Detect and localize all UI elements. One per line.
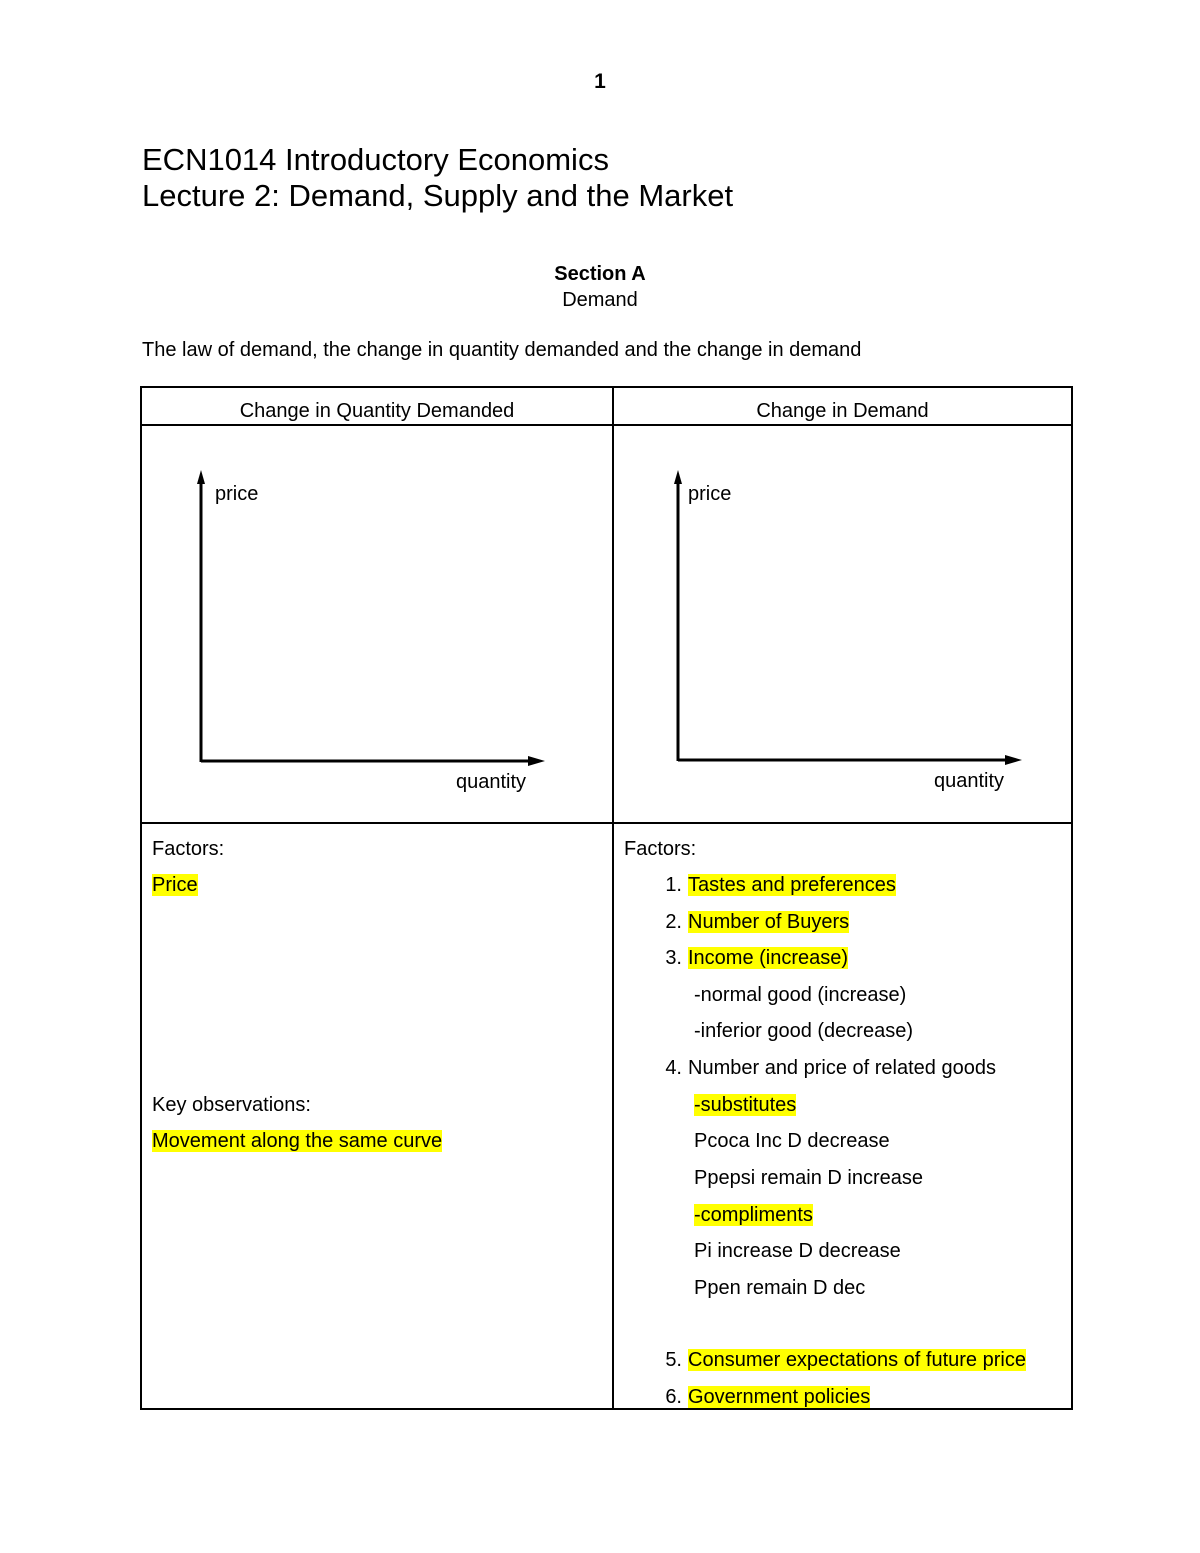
list-number: 4. [665,1057,682,1079]
section-subheading: Demand [562,289,638,311]
list-item: Pi increase D decrease [694,1240,901,1262]
column-header-quantity-demanded: Change in Quantity Demanded [239,400,515,422]
table-border-top [140,386,1073,388]
intro-paragraph: The law of demand, the change in quantity demanded and the change in demand [142,339,862,361]
left-factor-price [152,873,198,897]
graph-demand [667,466,1032,776]
list-item: Ppen remain D dec [694,1277,866,1299]
list-number: 3. [665,947,682,969]
highlight: Number of Buyers [688,911,850,933]
x-axis-label-quantity: quantity [934,770,1005,792]
list-item: Ppepsi remain D increase [694,1167,923,1189]
column-header-demand: Change in Demand [756,400,929,422]
highlight: -compliments [694,1204,813,1226]
table-border-right [1071,386,1073,1410]
y-axis-label-price: price [688,483,732,505]
table-header-divider [140,424,1073,426]
list-text: Number and price of related goods [688,1057,996,1079]
table-border-left [140,386,142,1410]
left-factors-label: Factors: [152,838,225,860]
table-border-bottom [140,1408,1073,1410]
highlight: Movement along the same curve [152,1130,443,1152]
list-number: 1. [665,874,682,896]
list-item: -inferior good (decrease) [694,1020,913,1042]
title-line-lecture: Lecture 2: Demand, Supply and the Market [142,178,734,213]
y-axis-label-price: price [215,483,259,505]
list-number: 5. [665,1349,682,1371]
key-observation-value [152,1129,442,1153]
page-number: 1 [594,70,606,93]
list-item [654,873,896,897]
table-column-divider [612,386,614,1410]
graph-quantity-demanded [190,466,555,776]
highlight: Consumer expectations of future price [688,1349,1026,1371]
section-heading: Section A [554,263,646,285]
list-item [654,1056,996,1080]
right-factors-label: Factors: [624,838,697,860]
title-line-course: ECN1014 Introductory Economics [142,142,609,177]
list-number: 6. [665,1386,682,1408]
highlight: Price [152,874,198,896]
highlight: Income (increase) [688,947,849,969]
list-item [654,946,848,970]
key-observations-label: Key observations: [152,1094,311,1116]
list-item [694,1093,796,1117]
page-title [142,142,733,214]
highlight: Tastes and preferences [688,874,896,896]
list-number: 2. [665,911,682,933]
x-axis-label-quantity: quantity [456,771,527,793]
list-item [654,910,849,934]
highlight: Government policies [688,1386,871,1408]
list-item [654,1348,1026,1372]
table-row-divider [140,822,1073,824]
list-item [694,1203,813,1227]
highlight: -substitutes [694,1094,797,1116]
list-item [654,1385,870,1409]
list-item: -normal good (increase) [694,984,907,1006]
list-item: Pcoca Inc D decrease [694,1130,890,1152]
